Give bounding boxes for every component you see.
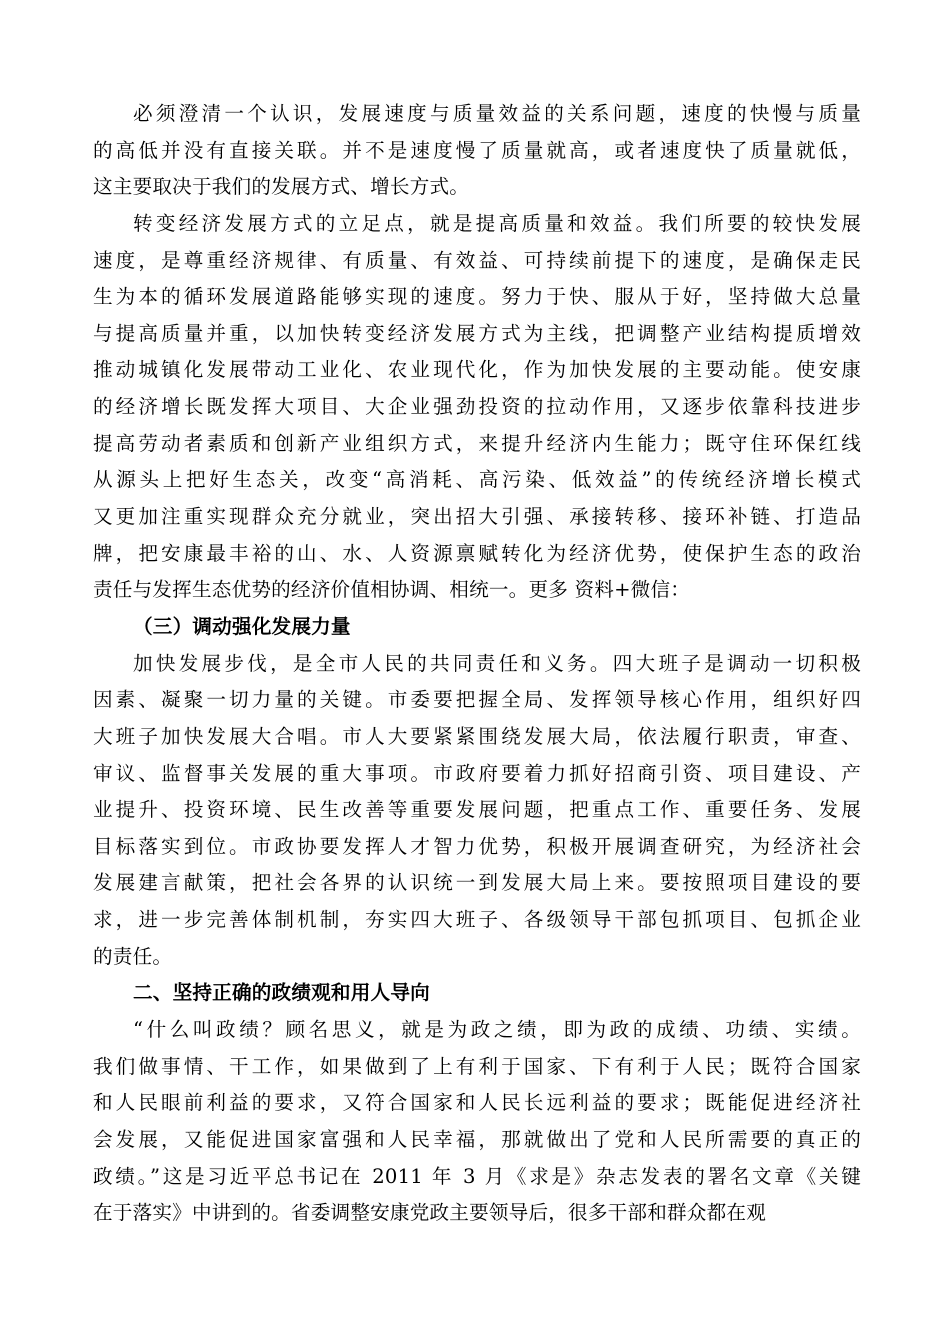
paragraph-line: 审议、监督事关发展的重大事项。市政府要着力抓好招商引资、项目建设、产 [93, 761, 861, 785]
paragraph-line: 从源头上把好生态关，改变“高消耗、高污染、低效益”的传统经济增长模式 [93, 468, 861, 492]
paragraph-line: 责任与发挥生态优势的经济价值相协调、相统一。更多 资料+微信： [93, 578, 691, 602]
paragraph-line: 提高劳动者素质和创新产业组织方式，来提升经济内生能力；既守住环保红线 [93, 431, 861, 455]
paragraph-line: 和人民眼前利益的要求，又符合国家和人民长远利益的要求；既能促进经济社 [93, 1091, 861, 1115]
paragraph-line: 与提高质量并重，以加快转变经济发展方式为主线，把调整产业结构提质增效 [93, 321, 861, 345]
paragraph-line: 我们做事情、干工作，如果做到了上有利于国家、下有利于人民；既符合国家 [93, 1054, 861, 1078]
paragraph-line: 牌，把安康最丰裕的山、水、人资源禀赋转化为经济优势，使保护生态的政治 [93, 541, 861, 565]
document-body [93, 96, 861, 1232]
paragraph-line: 因素、凝聚一切力量的关键。市委要把握全局、发挥领导核心作用，组织好四 [93, 688, 861, 712]
paragraph-line: 的高低并没有直接关联。并不是速度慢了质量就高，或者速度快了质量就低， [93, 138, 861, 162]
paragraph-line: 政绩。”这是习近平总书记在 2011 年 3 月《求是》杂志发表的署名文章《关键 [93, 1164, 861, 1188]
paragraph-line: 会发展，又能促进国家富强和人民幸福，那就做出了党和人民所需要的真正的 [93, 1127, 861, 1151]
paragraph-line: 推动城镇化发展带动工业化、农业现代化，作为加快发展的主要动能。使安康 [93, 358, 861, 382]
paragraph-line: 目标落实到位。市政协要发挥人才智力优势，积极开展调查研究，为经济社会 [93, 834, 861, 858]
section-subheading: （三）调动强化发展力量 [133, 614, 351, 638]
paragraph-line: “什么叫政绩？顾名思义，就是为政之绩，即为政的成绩、功绩、实绩。 [133, 1018, 861, 1042]
paragraph-line: 速度，是尊重经济规律、有质量、有效益、可持续前提下的速度，是确保走民 [93, 248, 861, 272]
paragraph-line: 业提升、投资环境、民生改善等重要发展问题，把重点工作、重要任务、发展 [93, 798, 861, 822]
paragraph-line: 的责任。 [93, 944, 173, 968]
paragraph-line: 加快发展步伐，是全市人民的共同责任和义务。四大班子是调动一切积极 [133, 651, 861, 675]
paragraph-line: 大班子加快发展大合唱。市人大要紧紧围绕发展大局，依法履行职责，审查、 [93, 724, 861, 748]
paragraph-line: 必须澄清一个认识，发展速度与质量效益的关系问题，速度的快慢与质量 [133, 102, 861, 125]
paragraph-line: 的经济增长既发挥大项目、大企业强劲投资的拉动作用，又逐步依靠科技进步 [93, 395, 861, 419]
section-heading: 二、坚持正确的政绩观和用人导向 [133, 981, 430, 1005]
paragraph-line: 生为本的循环发展道路能够实现的速度。努力于快、服从于好，坚持做大总量 [93, 285, 861, 309]
paragraph-line: 求，进一步完善体制机制，夯实四大班子、各级领导干部包抓项目、包抓企业 [93, 908, 861, 932]
paragraph-line: 发展建言献策，把社会各界的认识统一到发展大局上来。要按照项目建设的要 [93, 871, 861, 895]
paragraph-line: 又更加注重实现群众充分就业，突出招大引强、承接转移、接环补链、打造品 [93, 505, 861, 529]
paragraph-line: 转变经济发展方式的立足点，就是提高质量和效益。我们所要的较快发展 [133, 211, 861, 235]
paragraph-line: 在于落实》中讲到的。省委调整安康党政主要领导后，很多干部和群众都在观 [93, 1201, 766, 1225]
paragraph-line: 这主要取决于我们的发展方式、增长方式。 [93, 175, 470, 199]
